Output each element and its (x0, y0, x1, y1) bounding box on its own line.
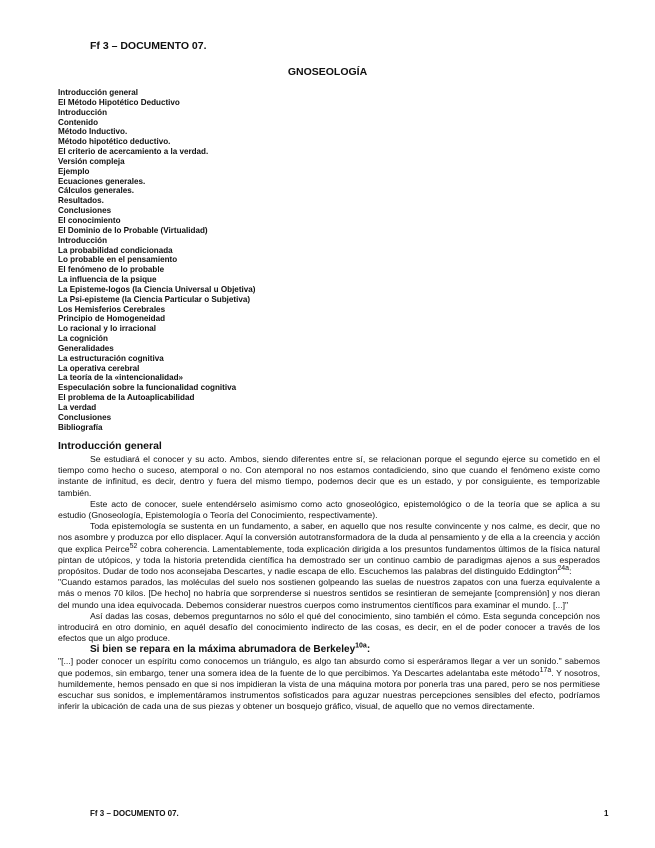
toc-item[interactable]: El problema de la Autoaplicabilidad (58, 393, 195, 403)
toc-item[interactable]: Conclusiones (58, 412, 112, 422)
toc-item[interactable]: El conocimiento (58, 215, 121, 225)
toc-item[interactable]: Conclusiones (58, 206, 112, 216)
toc-item[interactable]: Generalidades (58, 343, 114, 353)
toc-item[interactable]: La probabilidad condicionada (58, 245, 173, 255)
toc-item[interactable]: El Dominio de lo Probable (Virtualidad) (58, 225, 208, 235)
toc-item[interactable]: El Método Hipotético Deductivo (58, 97, 180, 107)
section-heading: Introducción general (58, 440, 162, 452)
subsection-text: Si bien se repara en la máxima abrumadora de Berkeley (90, 644, 356, 656)
paragraph-text: . Y nosotros, humildemente, hemos pensado en que si nos impidieran la vista de una máquina motora por ponerla tras una pared, pero se nos permitiese escuchar sus sonidos, e implementáramos instrumentos sofisticados para aguzar nuestras percepciones sensibles del efecto, podríamos inferir la ubicación de cada una de sus piezas y obtener un bosquejo gráfico, visual, de aquello que no vemos directamente. (58, 667, 600, 712)
paragraph (58, 656, 600, 712)
toc-item[interactable]: Especulación sobre la funcionalidad cognitiva (58, 383, 237, 393)
toc-item[interactable]: Cálculos generales. (58, 186, 135, 196)
footer-doc-label: Ff 3 – DOCUMENTO 07. (90, 809, 179, 818)
toc-item[interactable]: Lo probable en el pensamiento (58, 255, 178, 265)
paragraph: Este acto de conocer, suele entendérselo asimismo como acto gnoseológico, epistemológico o de la teoría que se aplica a su estudio (Gnoseología, Epistemología o Teoría del Conocimiento, respectivamente). (58, 498, 600, 521)
toc-item[interactable]: Ejemplo (58, 166, 90, 176)
toc-item[interactable]: La operativa cerebral (58, 363, 140, 373)
toc-item[interactable]: Método Inductivo. (58, 127, 128, 137)
toc-item[interactable]: La Psi-episteme (la Ciencia Particular o Subjetiva) (58, 294, 251, 304)
toc-item[interactable]: Lo racional y lo irracional (58, 324, 157, 334)
paragraph: Se estudiará el conocer y su acto. Ambos, siendo diferentes entre sí, se relacionan porque el segundo ejerce su cometido en el tiempo como hecho o suceso, atemporal o no. Con atemporal no nos estamos contadiciendo, sino que cuando el fenómeno existe como instante de infinitud, es decir, dentro y fuera del mismo tiempo, podemos decir que es un estado, y por consiguiente, es temporizable también. (58, 454, 600, 498)
toc-item[interactable]: El fenómeno de lo probable (58, 265, 165, 275)
toc-item[interactable]: La cognición (58, 334, 108, 344)
document-header: Ff 3 – DOCUMENTO 07. (90, 40, 207, 52)
toc-item[interactable]: Bibliografía (58, 422, 103, 432)
paragraph-text: "[...] poder conocer un espíritu como conocemos un triángulo, es algo tan absurdo como si esperáramos llegar a ver un sonido." sabemos que podemos, sin embargo, tener una somera idea de la fuente de lo que percibimos. Ya Descartes adelantaba este método (58, 656, 600, 678)
subsection-heading (58, 644, 600, 656)
paragraph-text: Toda epistemología se sustenta en un fundamento, a saber, en aquello que nos resulte convincente y nos calme, es decir, que no nos asombre y produzca por ello displacer. Aquí la conversión autotransformadora de la duda al pensamiento y de ella a la creencia y acción que explica Peirce (58, 521, 600, 554)
paragraph: Así dadas las cosas, debemos preguntarnos no sólo el qué del conocimiento, sino también el cómo. Esta segunda concepción nos introducirá en otro dominio, en aquél desafío del conocimiento indirecto de las cosas, es decir, en el de poder conocer a través de los efectos que un algo produce. (58, 610, 600, 644)
toc-item[interactable]: Versión compleja (58, 156, 125, 166)
table-of-contents (58, 88, 255, 433)
toc-item[interactable]: Resultados. (58, 196, 104, 206)
footnote-ref[interactable]: 24a (557, 565, 570, 573)
document-body (58, 440, 600, 712)
toc-item[interactable]: Los Hemisferios Cerebrales (58, 304, 166, 314)
toc-item[interactable]: La influencia de la psique (58, 275, 157, 285)
toc-item[interactable]: Introducción (58, 107, 108, 117)
toc-item[interactable]: Principio de Homogeneidad (58, 314, 166, 324)
toc-item[interactable]: Método hipotético deductivo. (58, 137, 171, 147)
toc-item[interactable]: Introducción general (58, 88, 139, 97)
toc-item[interactable]: La verdad (58, 403, 97, 412)
toc-item[interactable]: La Episteme-logos (la Ciencia Universal u Objetiva) (58, 284, 256, 294)
toc-item[interactable]: La teoría de la «intencionalidad» (58, 373, 184, 383)
page-title: GNOSEOLOGÍA (287, 66, 368, 78)
page-number: 1 (604, 809, 609, 818)
paragraph-text: : (569, 566, 572, 577)
subsection-text: : (366, 644, 371, 656)
footnote-ref[interactable]: 52 (129, 542, 138, 550)
paragraph (58, 521, 600, 577)
toc-item[interactable]: La estructuración cognitiva (58, 353, 164, 363)
footnote-ref[interactable]: 10a (355, 643, 367, 651)
toc-item[interactable]: Contenido (58, 117, 99, 127)
footnote-ref[interactable]: 17a (539, 666, 552, 674)
quotation: "Cuando estamos parados, las moléculas del suelo nos sostienen golpeando las suelas de nuestros zapatos con una fuerza equivalente a más o menos 70 kilos. [De hecho] no habría que sorprenderse si nuestros sentidos se resintieran de semejante [comprensión] y nos dieran del mundo una idea equivocada. Debemos considerar nuestros cuerpos como instrumentos científicos para examinar el mundo. [...]" (58, 577, 600, 610)
toc-item[interactable]: El criterio de acercamiento a la verdad. (58, 147, 209, 157)
toc-item[interactable]: Ecuaciones generales. (58, 176, 146, 186)
paragraph-text: cobra coherencia. Lamentablemente, toda explicación dirigida a los presuntos fundamentos últimos de la física natural pintan de utópicos, y toda la historia pretendida científica ha demostrado ser un continuo cambio de paradigmas ajenos a sus esperados propósitos. Dudar de todo nos aconsejaba Descartes, y nadie escapa de ello. Escuchemos las palabras del distinguido Eddington (58, 543, 600, 577)
toc-item[interactable]: Introducción (58, 235, 108, 245)
